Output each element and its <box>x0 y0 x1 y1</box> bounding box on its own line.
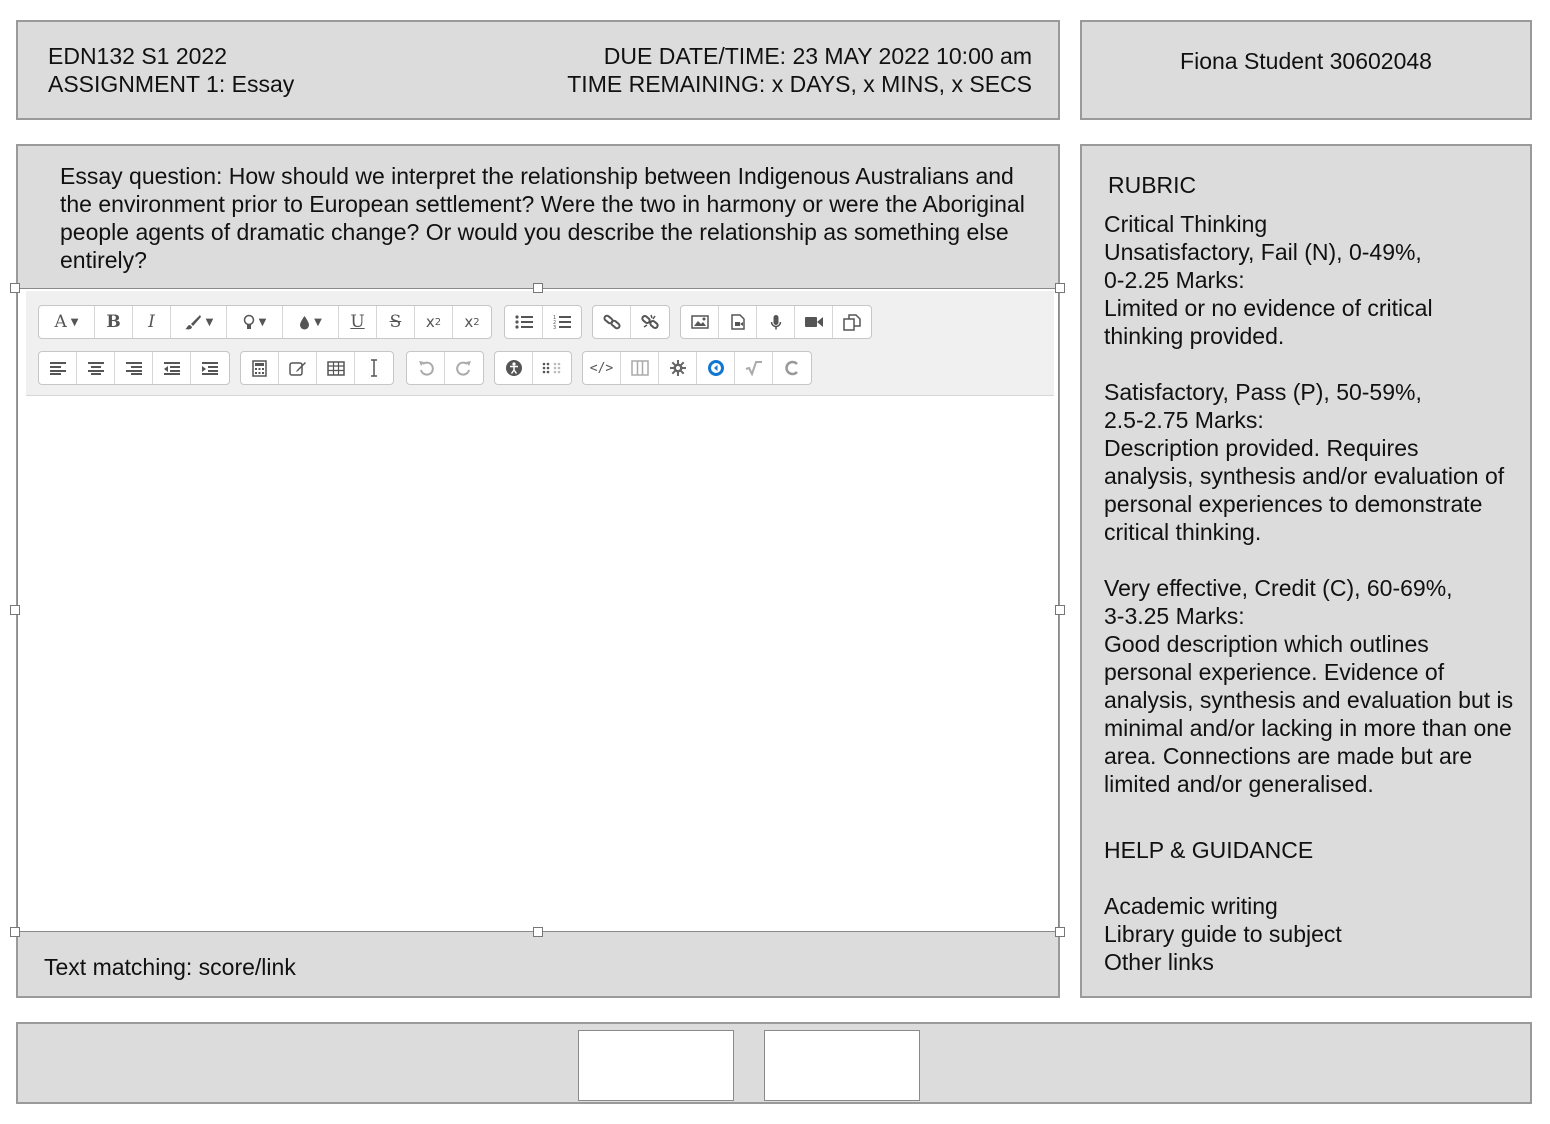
help-links <box>1104 892 1514 976</box>
brush-icon[interactable]: ▼ <box>171 306 227 338</box>
resize-handle-bottom-right[interactable] <box>1055 927 1065 937</box>
essay-editor[interactable] <box>17 288 1059 932</box>
svg-text:1: 1 <box>553 315 557 321</box>
assignment-info <box>48 42 294 98</box>
resize-handle-bottom-middle[interactable] <box>533 927 543 937</box>
subscript-icon[interactable]: x 2 <box>415 306 453 338</box>
rubric-body <box>1104 210 1514 976</box>
align-right-icon[interactable] <box>115 352 153 384</box>
svg-text:3: 3 <box>553 325 557 330</box>
italic-icon[interactable]: I <box>133 306 171 338</box>
html-code-icon[interactable]: </> <box>583 352 621 384</box>
svg-text:2: 2 <box>553 320 557 326</box>
drop-icon[interactable]: ▼ <box>283 306 339 338</box>
unordered-list-icon[interactable] <box>505 306 543 338</box>
toolbar-group-advanced <box>582 351 812 385</box>
video-icon[interactable] <box>795 306 833 338</box>
link-icon[interactable] <box>593 306 631 338</box>
undo-icon[interactable] <box>407 352 445 384</box>
footer-button-1[interactable] <box>578 1030 734 1101</box>
redo-icon[interactable] <box>445 352 483 384</box>
help-link-other[interactable]: Other links <box>1104 949 1214 975</box>
resize-handle-middle-right[interactable] <box>1055 605 1065 615</box>
ordered-list-icon[interactable] <box>543 306 581 338</box>
table-icon[interactable] <box>317 352 355 384</box>
gear-icon[interactable] <box>659 352 697 384</box>
rubric-level-marks: 2.5-2.75 Marks: <box>1104 407 1264 433</box>
footer-bar <box>16 1022 1532 1104</box>
rubric-level-description: Limited or no evidence of critical thinking provided. <box>1104 295 1433 349</box>
equation-icon[interactable] <box>735 352 773 384</box>
course-code: EDN132 S1 2022 <box>48 43 228 69</box>
time-remaining: TIME REMAINING: x DAYS, x MINS, x SECS <box>567 71 1032 97</box>
toolbar-group-text-style <box>38 305 492 339</box>
toolbar-group-lists <box>504 305 582 339</box>
editor-toolbar <box>26 291 1054 396</box>
rubric-level-description: Good description which outlines personal experience. Evidence of analysis, synthesis and evaluation but is minimal and/or lacking in more than one area. Connections are made but are limited and/or generalised. <box>1104 631 1514 797</box>
rubric-level-description: Description provided. Requires analysis, synthesis and/or evaluation of personal experiences to demonstrate critical thinking. <box>1104 435 1505 545</box>
refresh-icon[interactable] <box>773 352 811 384</box>
rubric-level-marks: 0-2.25 Marks: <box>1104 267 1245 293</box>
outdent-icon[interactable] <box>153 352 191 384</box>
rubric-level-heading: Very effective, Credit (C), 60-69%, <box>1104 575 1453 601</box>
assignment-title: ASSIGNMENT 1: Essay <box>48 71 295 97</box>
lightbulb-icon[interactable]: ▼ <box>227 306 283 338</box>
record-icon[interactable] <box>697 352 735 384</box>
rubric-level <box>1104 378 1514 546</box>
accessibility-icon[interactable] <box>495 352 533 384</box>
resize-handle-top-right[interactable] <box>1055 283 1065 293</box>
superscript-icon[interactable]: x 2 <box>464 313 480 331</box>
help-link-academic-writing[interactable]: Academic writing <box>1104 893 1278 919</box>
toolbar-group-accessibility <box>494 351 572 385</box>
help-link-library-guide[interactable]: Library guide to subject <box>1104 921 1342 947</box>
resize-handle-middle-left[interactable] <box>10 605 20 615</box>
rubric-level <box>1104 574 1514 798</box>
calculator-icon[interactable] <box>241 352 279 384</box>
rubric-title: RUBRIC <box>1108 172 1197 198</box>
toolbar-group-links <box>592 305 670 339</box>
toolbar-group-alignment <box>38 351 230 385</box>
edit-icon[interactable] <box>279 352 317 384</box>
toolbar-group-media <box>680 305 872 339</box>
help-guidance-title: HELP & GUIDANCE <box>1104 837 1314 863</box>
toolbar-group-insert <box>240 351 394 385</box>
rubric-level-heading: Satisfactory, Pass (P), 50-59%, <box>1104 379 1422 405</box>
student-panel <box>1080 20 1532 120</box>
media-icon[interactable] <box>719 306 757 338</box>
bold-icon[interactable]: B <box>95 306 133 338</box>
unlink-icon[interactable] <box>631 306 669 338</box>
rubric-criterion: Critical Thinking <box>1104 211 1268 237</box>
rubric-level-heading: Unsatisfactory, Fail (N), 0-49%, <box>1104 239 1422 265</box>
microphone-icon[interactable] <box>757 306 795 338</box>
align-left-icon[interactable] <box>39 352 77 384</box>
indent-icon[interactable] <box>191 352 229 384</box>
text-matching-link[interactable]: Text matching: score/link <box>44 954 296 980</box>
font-size-icon[interactable]: A ▼ <box>39 306 95 338</box>
resize-handle-top-middle[interactable] <box>533 283 543 293</box>
student-name: Fiona Student 30602048 <box>1180 48 1432 74</box>
special-chars-icon[interactable] <box>533 352 571 384</box>
resize-handle-top-left[interactable] <box>10 283 20 293</box>
strikethrough-icon[interactable]: S <box>377 306 415 338</box>
deadline-info <box>567 42 1032 98</box>
image-icon[interactable] <box>681 306 719 338</box>
due-date: DUE DATE/TIME: 23 MAY 2022 10:00 am <box>603 43 1032 69</box>
footer-button-2[interactable] <box>764 1030 920 1101</box>
assignment-header <box>16 20 1060 120</box>
columns-icon[interactable] <box>621 352 659 384</box>
rubric-level <box>1104 238 1514 350</box>
essay-question: Essay question: How should we interpret the relationship between Indigenous Australians and the environment prior to European settlement? Were the two in harmony or were the Aboriginal people agents of dramatic change? Or would you describe the relationship as something else entirely? <box>60 163 1025 273</box>
align-center-icon[interactable] <box>77 352 115 384</box>
text-cursor-icon[interactable] <box>355 352 393 384</box>
rubric-panel <box>1080 144 1532 998</box>
manage-files-icon[interactable] <box>833 306 871 338</box>
rubric-level-marks: 3-3.25 Marks: <box>1104 603 1245 629</box>
toolbar-group-history <box>406 351 484 385</box>
resize-handle-bottom-left[interactable] <box>10 927 20 937</box>
underline-icon[interactable]: U <box>339 306 377 338</box>
